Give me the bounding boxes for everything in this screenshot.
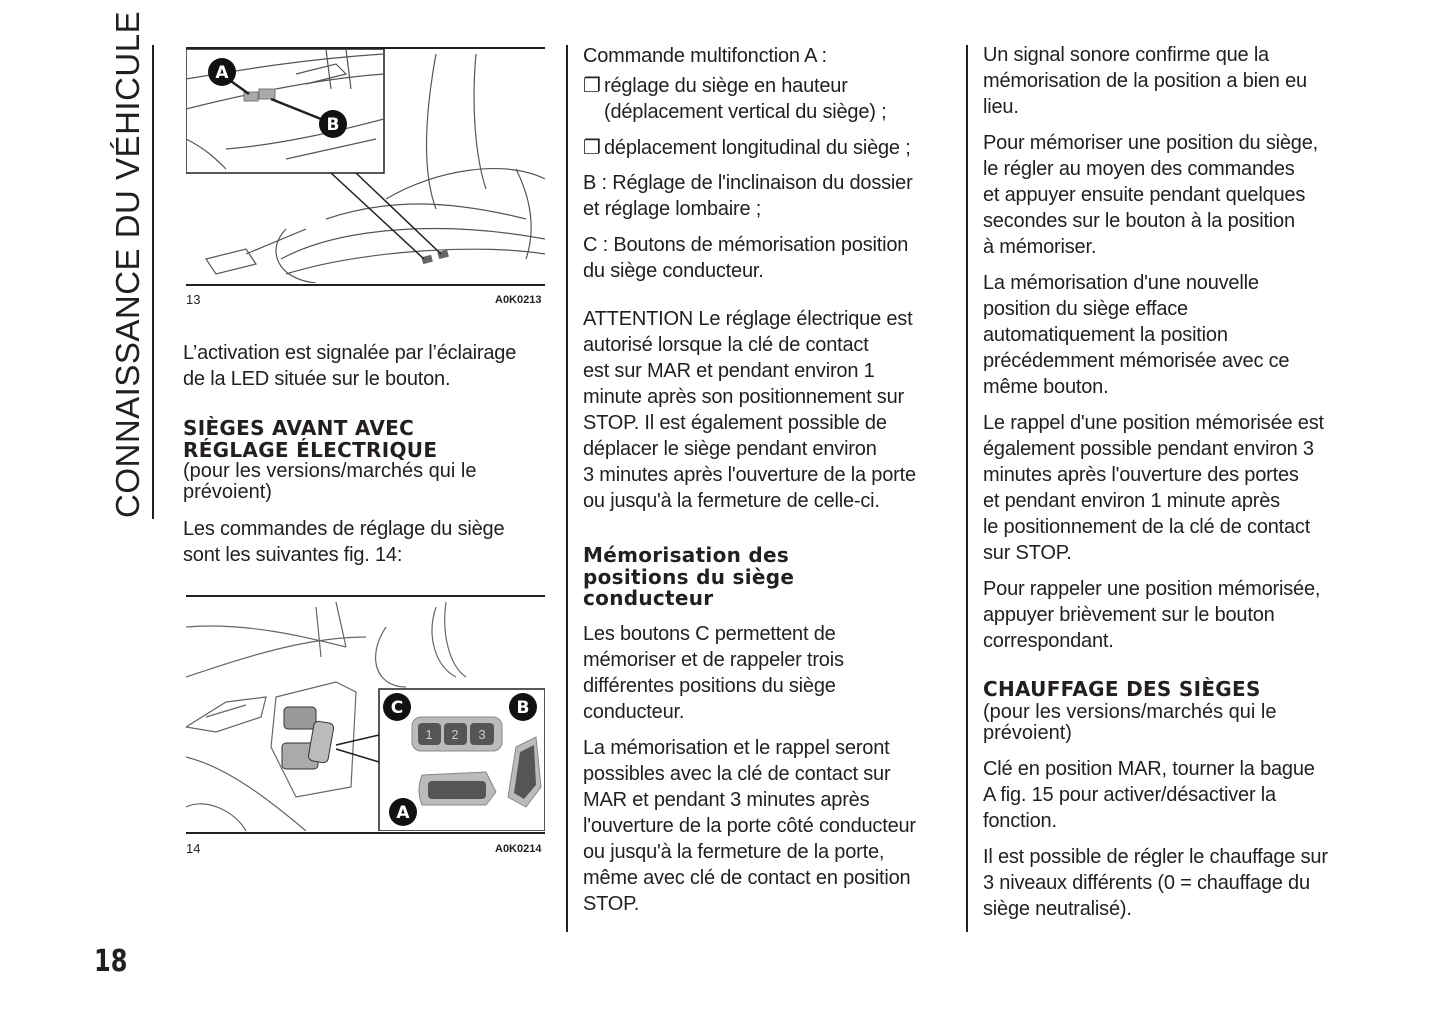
figure-code: A0K0213 <box>495 294 542 306</box>
column-divider <box>566 45 568 932</box>
bullet-item: réglage du siège en hauteur (déplacement vertical du siège) ; <box>604 75 887 123</box>
section-heading: SIÈGES AVANT AVEC RÉGLAGE ÉLECTRIQUE <box>183 416 438 462</box>
figure-number: 13 <box>186 292 201 307</box>
paragraph: La mémorisation d'une nouvelle position du siège efface automatiquement la position précédemment mémorisée avec ce même bouton. <box>983 272 1290 398</box>
paragraph: Pour rappeler une position mémorisée, appuyer brièvement sur le bouton correspondant. <box>983 578 1321 652</box>
paragraph: Un signal sonore confirme que la mémorisation de la position a bien eu lieu. <box>983 44 1307 118</box>
column-divider <box>966 45 968 932</box>
attention-note: ATTENTION Le réglage électrique est autorisé lorsque la clé de contact est sur MAR et pendant environ 1 minute après son positionnement sur STOP. Il est également possible de déplacer le siège pendant environ 3 minutes après l'ouverture de la porte ou jusqu'à la fermeture de celle-ci. <box>583 308 916 512</box>
callout-b <box>318 109 348 144</box>
section-heading: Mémorisation des positions du siège conducteur <box>583 543 795 610</box>
memory-button-3: 3 <box>478 727 486 742</box>
section-heading: CHAUFFAGE DES SIÈGES <box>983 677 1261 701</box>
paragraph: Commande multifonction A : <box>583 45 827 67</box>
paragraph: Les boutons C permettent de mémoriser et de rappeler trois différentes positions du siège conducteur. <box>583 623 844 723</box>
paragraph: La mémorisation et le rappel seront possibles avec la clé de contact sur MAR et pendant 3 minutes après l'ouverture de la porte côté conducteur ou jusqu'à la fermeture de la porte, même avec clé de contact en position STOP. <box>583 737 916 915</box>
callout-label: B <box>326 115 340 135</box>
paragraph: Il est possible de régler le chauffage sur 3 niveaux différents (0 = chauffage du siège neutralisé). <box>983 846 1328 920</box>
paragraph: B : Réglage de l'inclinaison du dossier et réglage lombaire ; <box>583 172 913 220</box>
memory-button-1: 1 <box>425 727 433 742</box>
callout-c <box>382 692 412 727</box>
section-title: CONNAISSANCE DU VÉHICULE <box>109 10 146 518</box>
paragraph: Pour mémoriser une position du siège, le régler au moyen des commandes et appuyer ensuite pendant quelques secondes sur le bouton à la position à mémoriser. <box>983 132 1319 258</box>
callout-a <box>207 57 237 92</box>
callout-label: C <box>390 698 404 718</box>
bullet-item: déplacement longitudinal du siège ; <box>604 137 911 159</box>
callout-label: A <box>215 63 229 83</box>
sidebar-divider <box>152 45 154 519</box>
callout-label: B <box>516 698 530 718</box>
memory-button-2: 2 <box>451 727 459 742</box>
callout-a <box>388 797 418 832</box>
callout-label: A <box>396 803 410 823</box>
paragraph: Les commandes de réglage du siège sont les suivantes fig. 14: <box>183 518 505 566</box>
section-note: (pour les versions/marchés qui le prévoient) <box>983 701 1277 744</box>
paragraph: C : Boutons de mémorisation position du siège conducteur. <box>583 234 909 282</box>
figure-bottom-rule <box>186 832 545 834</box>
figure-bottom-rule <box>186 284 545 286</box>
page-number: 18 <box>94 944 128 979</box>
bullet-icon: ❐ <box>583 75 601 97</box>
section-note: (pour les versions/marchés qui le prévoient) <box>183 460 477 503</box>
bullet-icon: ❐ <box>583 137 601 159</box>
seat-side-illustration <box>186 49 545 283</box>
paragraph: Clé en position MAR, tourner la bague A fig. 15 pour activer/désactiver la fonction. <box>983 758 1315 832</box>
paragraph: L’activation est signalée par l’éclairage de la LED située sur le bouton. <box>183 342 517 390</box>
figure-number: 14 <box>186 841 201 856</box>
paragraph: Le rappel d'une position mémorisée est également possible pendant environ 3 minutes après l'ouverture des portes et pendant environ 1 minute après le positionnement de la clé de contact sur STOP. <box>983 412 1324 564</box>
figure-code: A0K0214 <box>495 843 542 855</box>
seat-controls-illustration <box>186 597 545 831</box>
callout-b <box>508 692 538 727</box>
